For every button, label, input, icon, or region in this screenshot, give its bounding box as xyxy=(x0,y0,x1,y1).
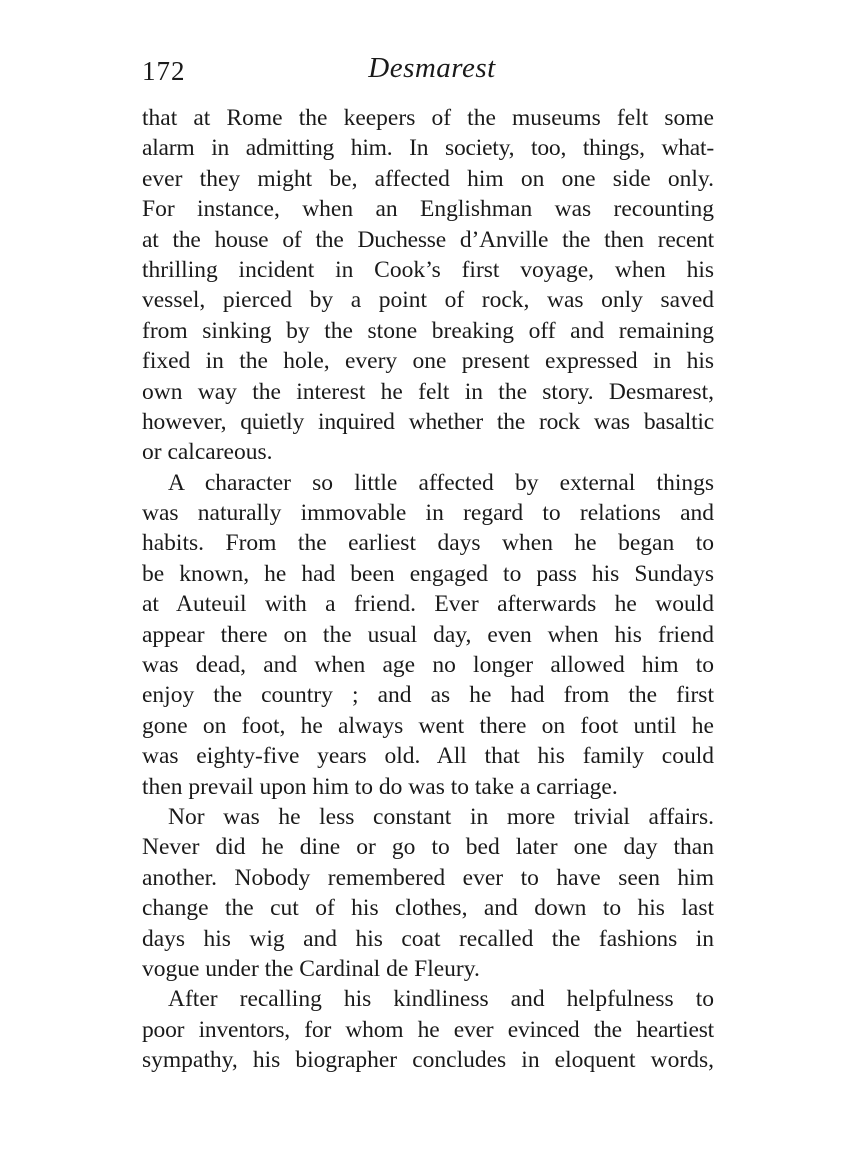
text-line: alarm in admitting him. In society, too, things, what- xyxy=(142,135,714,162)
text-line: at the house of the Duchesse d’Anville the then recent xyxy=(142,226,714,253)
text-line: own way the interest he felt in the story. Desmarest, xyxy=(142,378,714,405)
text-line: Never did he dine or go to bed later one day than xyxy=(142,834,714,861)
text-line: vogue under the Cardinal de Fleury. xyxy=(142,955,480,982)
text-line: habits. From the earliest days when he began to xyxy=(142,530,714,557)
text-line: was eighty-five years old. All that his family could xyxy=(142,743,714,770)
text-line: For instance, when an Englishman was recounting xyxy=(142,196,714,223)
text-line: Nor was he less constant in more trivial affairs. xyxy=(168,803,714,830)
text-line: A character so little affected by external things xyxy=(168,469,714,496)
text-line: days his wig and his coat recalled the fashions in xyxy=(142,925,714,952)
text-line: be known, he had been engaged to pass his Sundays xyxy=(142,560,714,587)
text-line: fixed in the hole, every one present expressed in his xyxy=(142,348,714,375)
text-line: that at Rome the keepers of the museums felt some xyxy=(142,105,714,131)
running-title: Desmarest xyxy=(368,52,496,84)
text-line: however, quietly inquired whether the rock was basaltic xyxy=(142,408,714,435)
text-line: from sinking by the stone breaking off and remaining xyxy=(142,317,714,344)
text-line: gone on foot, he always went there on foot until he xyxy=(142,712,714,739)
text-line: ever they might be, affected him on one side only. xyxy=(142,165,714,192)
text-line: change the cut of his clothes, and down to his last xyxy=(142,895,714,922)
running-head xyxy=(142,52,722,92)
text-line: After recalling his kindliness and helpfulness to xyxy=(168,986,714,1013)
text-line: sympathy, his biographer concludes in eloquent words, xyxy=(142,1047,714,1074)
text-line: thrilling incident in Cook’s first voyage, when his xyxy=(142,256,714,283)
text-line: appear there on the usual day, even when his friend xyxy=(142,621,714,648)
text-line: poor inventors, for whom he ever evinced the heartiest xyxy=(142,1016,714,1043)
page-number: 172 xyxy=(142,56,186,86)
body-text xyxy=(142,103,714,1076)
text-line: or calcareous. xyxy=(142,439,273,466)
text-line: at Auteuil with a friend. Ever afterwards he would xyxy=(142,591,714,618)
text-line: another. Nobody remembered ever to have seen him xyxy=(142,864,714,891)
text-line: was naturally immovable in regard to relations and xyxy=(142,500,714,527)
text-line: then prevail upon him to do was to take a carriage. xyxy=(142,773,618,800)
text-line: vessel, pierced by a point of rock, was only saved xyxy=(142,287,714,314)
text-line: was dead, and when age no longer allowed him to xyxy=(142,652,714,679)
text-line: enjoy the country ; and as he had from the first xyxy=(142,682,714,709)
